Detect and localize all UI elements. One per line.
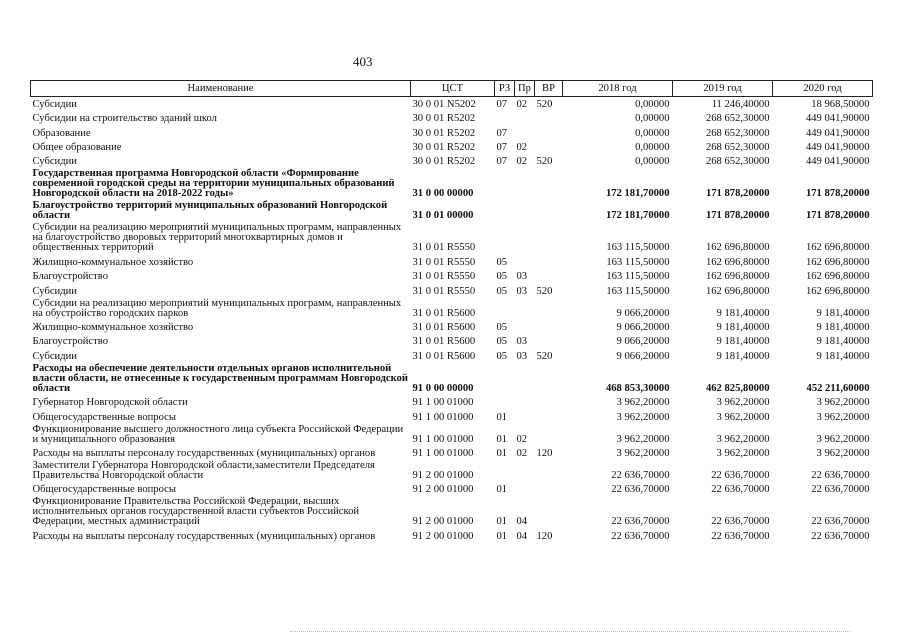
row-pr: 03 (516, 285, 528, 297)
row-rz: 05 (496, 322, 508, 334)
row-2020: 9 181,40000 (816, 350, 870, 362)
row-name: Общее образование (32, 142, 122, 154)
row-2018: 0,00000 (635, 113, 670, 125)
row-vr (535, 482, 563, 496)
row-pr (515, 363, 535, 395)
table-row (31, 446, 873, 460)
row-cst: 31 0 01 R5550 (412, 242, 476, 254)
header-cst: ЦСТ (411, 81, 495, 97)
row-2018: 172 181,70000 (605, 210, 670, 222)
row-2020: 22 636,70000 (811, 516, 870, 528)
row-vr (535, 409, 563, 423)
row-rz: 01 (496, 433, 508, 445)
row-rz (495, 363, 515, 395)
row-name: Жилищно-коммунальное хозяйство (32, 322, 194, 334)
row-pr (515, 298, 535, 320)
table-row (31, 395, 873, 409)
row-vr (535, 496, 563, 528)
row-2019: 22 636,70000 (711, 469, 770, 481)
row-2020: 18 968,50000 (811, 98, 870, 110)
row-vr (535, 395, 563, 409)
row-vr (535, 140, 563, 154)
table-row (31, 482, 873, 496)
row-2019: 3 962,20000 (716, 411, 770, 423)
row-name: Субсидии на реализацию мероприятий муниципальных программ, направленных на благоустройство дворовых территорий многоквартирных домов и общественных территорий (32, 222, 402, 254)
row-2019: 9 181,40000 (716, 350, 770, 362)
row-pr: 03 (516, 271, 528, 283)
row-pr (515, 125, 535, 139)
table-row (31, 409, 873, 423)
row-2020: 22 636,70000 (811, 469, 870, 481)
table-row (31, 154, 873, 168)
row-2020: 3 962,20000 (816, 411, 870, 423)
table-row (31, 460, 873, 482)
row-vr (535, 125, 563, 139)
row-2018: 3 962,20000 (616, 447, 670, 459)
row-name: Субсидии на реализацию мероприятий муниципальных программ, направленных на обустройство городских парков (32, 297, 402, 319)
row-vr (535, 200, 563, 222)
table-row (31, 298, 873, 320)
row-name: Благоустройство территорий муниципальных образований Новгородской области (32, 200, 388, 222)
row-cst: 91 2 00 01000 (412, 469, 474, 481)
row-2018: 9 066,20000 (616, 322, 670, 334)
row-vr (535, 298, 563, 320)
row-2020: 449 041,90000 (805, 142, 870, 154)
row-2018: 3 962,20000 (616, 433, 670, 445)
row-2018: 22 636,70000 (611, 469, 670, 481)
row-name: Общегосударственные вопросы (32, 484, 176, 496)
row-rz (495, 168, 515, 200)
row-2020: 162 696,80000 (805, 271, 870, 283)
row-rz: 05 (496, 285, 508, 297)
row-vr (535, 320, 563, 334)
row-pr (515, 254, 535, 268)
row-rz: 01 (496, 484, 508, 496)
row-vr (535, 111, 563, 125)
table-header (31, 81, 873, 97)
header-rz: РЗ (495, 81, 515, 97)
row-vr: 520 (536, 98, 553, 110)
row-cst: 31 0 01 R5550 (412, 285, 476, 297)
table-row (31, 222, 873, 254)
row-2020: 449 041,90000 (805, 127, 870, 139)
row-2019: 171 878,20000 (705, 210, 770, 222)
table-row (31, 363, 873, 395)
row-cst: 30 0 01 R5202 (412, 156, 476, 168)
row-vr: 520 (536, 156, 553, 168)
row-2019: 22 636,70000 (711, 530, 770, 542)
row-2019: 268 652,30000 (705, 113, 770, 125)
row-rz: 07 (496, 98, 508, 110)
row-2020: 3 962,20000 (816, 397, 870, 409)
row-pr (515, 200, 535, 222)
row-cst: 91 1 00 01000 (412, 447, 474, 459)
row-cst: 31 0 01 R5550 (412, 271, 476, 283)
table-row (31, 97, 873, 111)
row-cst: 91 0 00 00000 (412, 382, 474, 394)
row-cst: 91 1 00 01000 (412, 411, 474, 423)
row-cst: 31 0 01 R5600 (412, 350, 476, 362)
row-rz: 07 (496, 127, 508, 139)
row-2019: 162 696,80000 (705, 285, 770, 297)
row-cst: 31 0 00 00000 (412, 188, 474, 200)
row-2020: 449 041,90000 (805, 156, 870, 168)
table-row (31, 528, 873, 542)
header-vr: ВР (535, 81, 563, 97)
table-body (31, 97, 873, 543)
row-name: Заместители Губернатора Новгородской области,заместители Председателя Правительства Новгородской области (32, 459, 375, 481)
row-2019: 162 696,80000 (705, 242, 770, 254)
row-2020: 3 962,20000 (816, 433, 870, 445)
row-pr (515, 111, 535, 125)
row-name: Расходы на обеспечение деятельности отдельных органов исполнительной власти области, не отнесенные к государственным программам Новгородской области (32, 362, 408, 394)
table-row (31, 140, 873, 154)
header-2019: 2019 год (673, 81, 773, 97)
row-cst: 31 0 01 R5600 (412, 322, 476, 334)
row-vr (535, 363, 563, 395)
row-2018: 22 636,70000 (611, 516, 670, 528)
row-name: Благоустройство (32, 336, 108, 348)
row-pr: 04 (516, 530, 528, 542)
page-number: 403 (353, 54, 373, 69)
row-2018: 468 853,30000 (605, 382, 670, 394)
row-2018: 3 962,20000 (616, 397, 670, 409)
row-vr (535, 424, 563, 446)
row-rz: 01 (496, 447, 508, 459)
row-2020: 452 211,60000 (806, 382, 870, 394)
row-2019: 3 962,20000 (716, 397, 770, 409)
table-row (31, 348, 873, 362)
row-2018: 163 115,50000 (606, 285, 670, 297)
row-2018: 163 115,50000 (606, 242, 670, 254)
row-2018: 22 636,70000 (611, 530, 670, 542)
row-vr: 120 (536, 447, 553, 459)
budget-table (30, 80, 873, 543)
row-pr (515, 409, 535, 423)
row-2019: 3 962,20000 (716, 433, 770, 445)
row-2018: 9 066,20000 (616, 350, 670, 362)
table-row (31, 200, 873, 222)
row-2019: 9 181,40000 (716, 307, 770, 319)
header-name: Наименование (31, 81, 411, 97)
row-name: Жилищно-коммунальное хозяйство (32, 256, 194, 268)
scan-artifact (290, 631, 850, 634)
row-pr (515, 395, 535, 409)
row-2019: 22 636,70000 (711, 484, 770, 496)
row-2020: 22 636,70000 (811, 484, 870, 496)
row-2020: 9 181,40000 (816, 322, 870, 334)
row-rz: 07 (496, 142, 508, 154)
row-pr: 03 (516, 336, 528, 348)
table-row (31, 254, 873, 268)
row-rz: 05 (496, 336, 508, 348)
row-rz (495, 395, 515, 409)
row-rz (495, 298, 515, 320)
row-rz: 05 (496, 256, 508, 268)
row-vr (535, 222, 563, 254)
row-rz: 05 (496, 271, 508, 283)
row-name: Функционирование высшего должностного лица субъекта Российской Федерации и муниципального образования (32, 423, 404, 445)
row-cst: 30 0 01 R5202 (412, 142, 476, 154)
header-2018: 2018 год (563, 81, 673, 97)
row-2018: 9 066,20000 (616, 336, 670, 348)
row-2019: 268 652,30000 (705, 142, 770, 154)
row-2019: 11 246,40000 (711, 98, 770, 110)
row-cst: 30 0 01 R5202 (412, 127, 476, 139)
row-2018: 3 962,20000 (616, 411, 670, 423)
row-cst: 31 0 01 00000 (412, 210, 474, 222)
row-2020: 22 636,70000 (811, 530, 870, 542)
row-2018: 22 636,70000 (611, 484, 670, 496)
row-2020: 449 041,90000 (805, 113, 870, 125)
row-name: Функционирование Правительства Российской Федерации, высших исполнительных органов государственной власти субъектов Российской Федерации, местных администраций (32, 496, 360, 528)
row-2019: 162 696,80000 (705, 271, 770, 283)
row-pr (515, 320, 535, 334)
row-2019: 3 962,20000 (716, 447, 770, 459)
row-pr (515, 168, 535, 200)
row-pr: 02 (516, 447, 528, 459)
row-name: Благоустройство (32, 271, 108, 283)
row-name: Субсидии (32, 285, 77, 297)
row-name: Субсидии на строительство зданий школ (32, 113, 217, 125)
row-rz: 05 (496, 350, 508, 362)
row-2020: 9 181,40000 (816, 307, 870, 319)
table-row (31, 496, 873, 528)
row-name: Государственная программа Новгородской области «Формирование современной городской среды на территории муниципальных образований Новгородской области на 2018-2022 годы» (32, 168, 395, 200)
row-vr: 120 (536, 530, 553, 542)
row-vr (535, 334, 563, 348)
row-name: Субсидии (32, 350, 77, 362)
row-2018: 0,00000 (635, 142, 670, 154)
row-pr: 02 (516, 142, 528, 154)
row-name: Губернатор Новгородской области (32, 397, 188, 409)
row-name: Расходы на выплаты персоналу государственных (муниципальных) органов (32, 447, 376, 459)
header-2020: 2020 год (773, 81, 873, 97)
row-vr: 520 (536, 285, 553, 297)
row-2019: 171 878,20000 (705, 188, 770, 200)
row-vr (535, 254, 563, 268)
row-pr: 04 (516, 516, 528, 528)
row-rz (495, 200, 515, 222)
row-2018: 9 066,20000 (616, 307, 670, 319)
row-2018: 0,00000 (635, 127, 670, 139)
row-cst: 31 0 01 R5550 (412, 256, 476, 268)
row-2020: 162 696,80000 (805, 285, 870, 297)
row-cst: 31 0 01 R5600 (412, 307, 476, 319)
row-cst: 91 2 00 01000 (412, 484, 474, 496)
row-2018: 163 115,50000 (606, 271, 670, 283)
row-rz: 07 (496, 156, 508, 168)
row-vr (535, 269, 563, 283)
row-rz: 01 (496, 411, 508, 423)
row-2019: 9 181,40000 (716, 322, 770, 334)
row-name: Общегосударственные вопросы (32, 411, 176, 423)
table-row (31, 283, 873, 297)
row-2019: 268 652,30000 (705, 127, 770, 139)
table-row (31, 168, 873, 200)
row-2020: 171 878,20000 (805, 210, 870, 222)
row-name: Субсидии (32, 98, 77, 110)
row-2020: 162 696,80000 (805, 256, 870, 268)
row-2020: 3 962,20000 (816, 447, 870, 459)
row-cst: 31 0 01 R5600 (412, 336, 476, 348)
row-name: Субсидии (32, 156, 77, 168)
row-pr: 02 (516, 433, 528, 445)
row-2019: 462 825,80000 (705, 382, 770, 394)
row-2018: 0,00000 (635, 156, 670, 168)
row-2020: 9 181,40000 (816, 336, 870, 348)
table-row (31, 125, 873, 139)
table-row (31, 334, 873, 348)
table-row (31, 320, 873, 334)
row-vr: 520 (536, 350, 553, 362)
row-vr (535, 460, 563, 482)
row-pr: 02 (516, 98, 528, 110)
table-row (31, 111, 873, 125)
row-rz (495, 222, 515, 254)
row-pr (515, 482, 535, 496)
header-pr: Пр (515, 81, 535, 97)
row-2018: 172 181,70000 (605, 188, 670, 200)
row-name: Образование (32, 127, 91, 139)
row-rz: 01 (496, 516, 508, 528)
row-cst: 91 2 00 01000 (412, 530, 474, 542)
row-cst: 30 0 01 R5202 (412, 113, 476, 125)
row-2020: 162 696,80000 (805, 242, 870, 254)
row-2018: 163 115,50000 (606, 256, 670, 268)
row-2020: 171 878,20000 (805, 188, 870, 200)
row-rz (495, 111, 515, 125)
row-vr (535, 168, 563, 200)
row-cst: 91 2 00 01000 (412, 516, 474, 528)
table-row (31, 424, 873, 446)
row-2019: 9 181,40000 (716, 336, 770, 348)
row-pr (515, 222, 535, 254)
row-name: Расходы на выплаты персоналу государственных (муниципальных) органов (32, 530, 376, 542)
row-rz (495, 460, 515, 482)
row-pr: 03 (516, 350, 528, 362)
row-2019: 268 652,30000 (705, 156, 770, 168)
row-2018: 0,00000 (635, 98, 670, 110)
row-rz: 01 (496, 530, 508, 542)
row-cst: 91 1 00 01000 (412, 433, 474, 445)
row-2019: 22 636,70000 (711, 516, 770, 528)
row-cst: 91 1 00 01000 (412, 397, 474, 409)
row-cst: 30 0 01 N5202 (412, 98, 476, 110)
row-pr (515, 460, 535, 482)
row-pr: 02 (516, 156, 528, 168)
row-2019: 162 696,80000 (705, 256, 770, 268)
table-row (31, 269, 873, 283)
